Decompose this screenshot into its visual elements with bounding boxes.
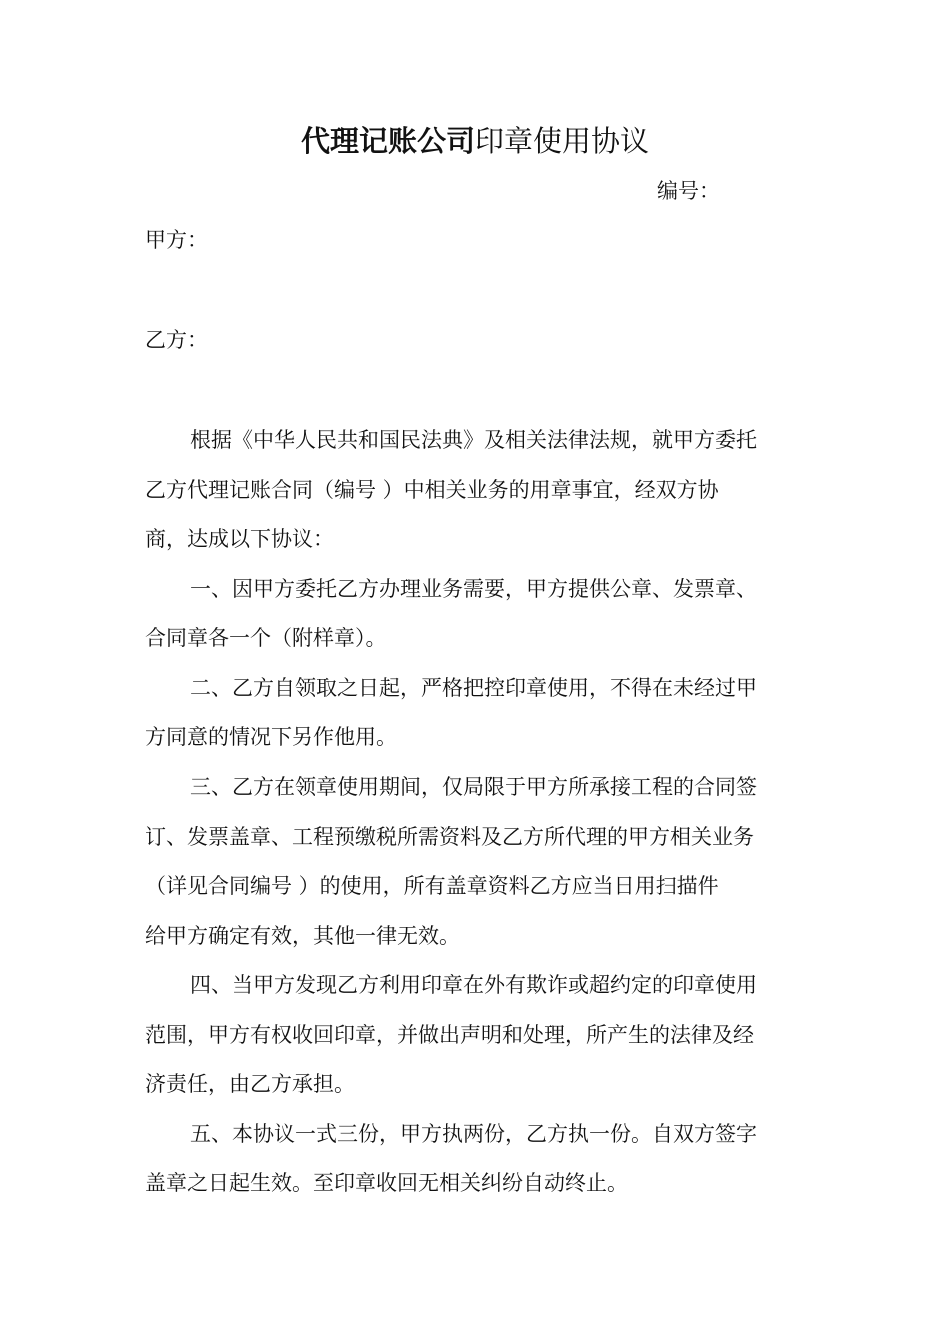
body-line: 订、发票盖章、工程预缴税所需资料及乙方所代理的甲方相关业务 bbox=[145, 825, 754, 849]
body-line: （详见合同编号 ）的使用，所有盖章资料乙方应当日用扫描件 bbox=[145, 874, 719, 898]
page-title bbox=[0, 121, 950, 161]
body-line: 给甲方确定有效，其他一律无效。 bbox=[145, 924, 460, 948]
body-line: 五、本协议一式三份，甲方执两份，乙方执一份。自双方签字 bbox=[190, 1122, 757, 1146]
body-line: 三、乙方在领章使用期间，仅局限于甲方所承接工程的合同签 bbox=[190, 775, 757, 799]
body-line: 乙方代理记账合同（编号 ）中相关业务的用章事宜，经双方协 bbox=[145, 478, 719, 502]
body-line: 四、当甲方发现乙方利用印章在外有欺诈或超约定的印章使用 bbox=[190, 973, 757, 997]
party-b-label: 乙方： bbox=[145, 328, 208, 352]
title-normal-part: 印章使用协议 bbox=[475, 124, 650, 158]
title-bold-part: 代理记账公司 bbox=[300, 124, 475, 158]
body-line: 二、乙方自领取之日起，严格把控印章使用，不得在未经过甲 bbox=[190, 676, 757, 700]
body-line: 一、因甲方委托乙方办理业务需要，甲方提供公章、发票章、 bbox=[190, 577, 757, 601]
body-line: 合同章各一个（附样章）。 bbox=[145, 626, 387, 650]
body-line: 盖章之日起生效。至印章收回无相关纠纷自动终止。 bbox=[145, 1171, 628, 1195]
body-line: 方同意的情况下另作他用。 bbox=[145, 725, 397, 749]
body-line: 商，达成以下协议： bbox=[145, 527, 334, 551]
body-line: 济责任，由乙方承担。 bbox=[145, 1072, 355, 1096]
document-number-label: 编号： bbox=[657, 179, 720, 203]
body-line: 范围，甲方有权收回印章，并做出声明和处理，所产生的法律及经 bbox=[145, 1023, 754, 1047]
body-line: 根据《中华人民共和国民法典》及相关法律法规，就甲方委托 bbox=[190, 428, 757, 452]
party-a-label: 甲方： bbox=[145, 228, 208, 252]
